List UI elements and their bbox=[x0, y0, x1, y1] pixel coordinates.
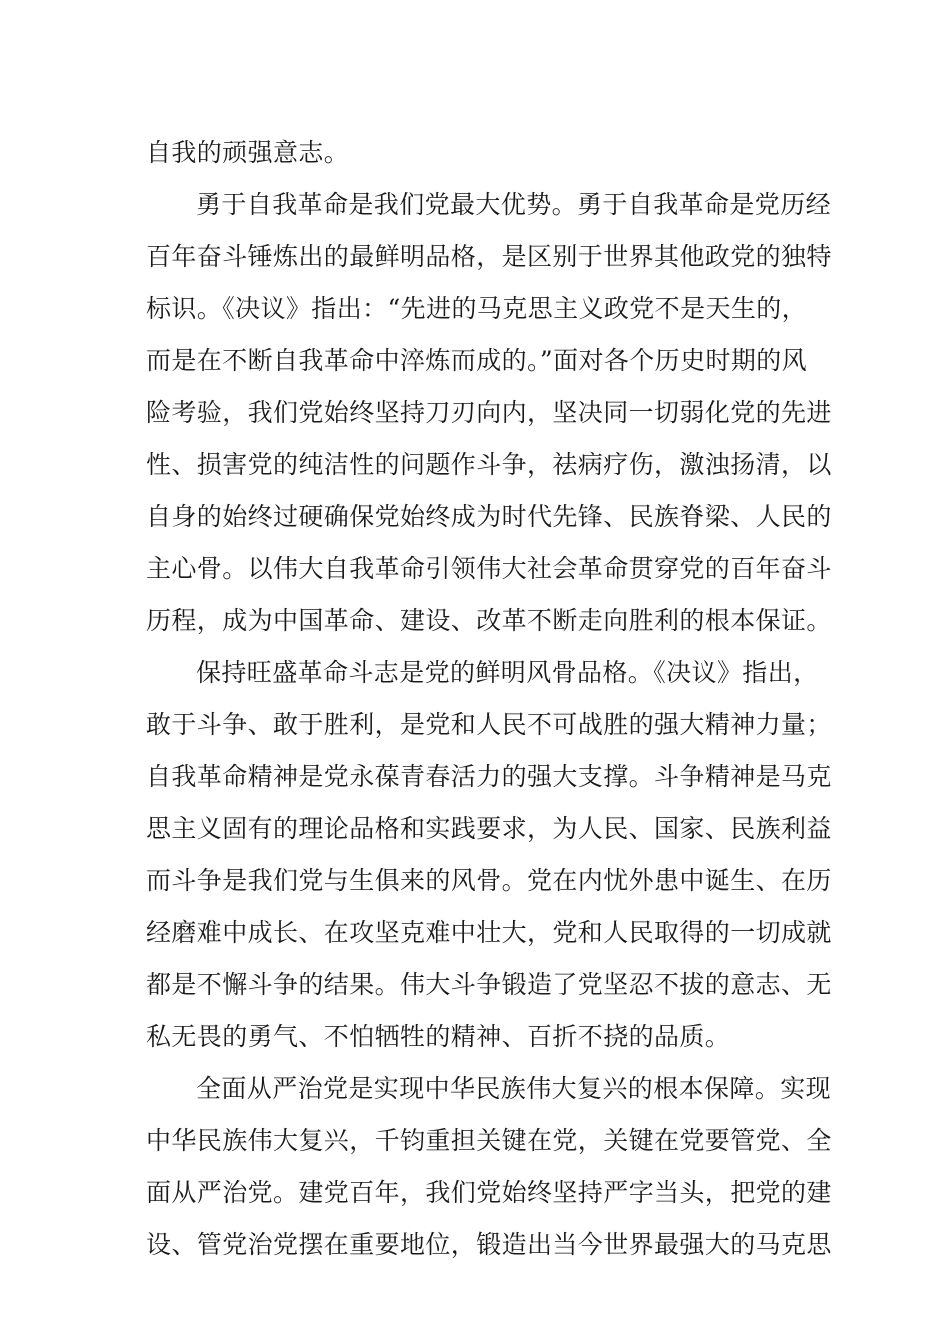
paragraph-first-line: 勇于自我革命是我们党最大优势。勇于自我革命是党历经 bbox=[196, 190, 832, 219]
text-line: 敢于斗争、敢于胜利，是党和人民不可战胜的强大精神力量； bbox=[146, 710, 832, 739]
text-line: 而斗争是我们党与生俱来的风骨。党在内忧外患中诞生、在历 bbox=[146, 866, 832, 895]
text-line: 自我革命精神是党永葆青春活力的强大支撑。斗争精神是马克 bbox=[146, 762, 832, 791]
text-line: 中华民族伟大复兴，千钧重担关键在党，关键在党要管党、全 bbox=[146, 1126, 832, 1155]
text-line: 历程，成为中国革命、建设、改革不断走向胜利的根本保证。 bbox=[146, 606, 832, 635]
text-line: 自我的顽强意志。 bbox=[146, 138, 350, 167]
text-line: 自身的始终过硬确保党始终成为时代先锋、民族脊梁、人民的 bbox=[146, 502, 832, 531]
paragraph-first-line: 保持旺盛革命斗志是党的鲜明风骨品格。《决议》指出， bbox=[196, 658, 819, 687]
text-line: 私无畏的勇气、不怕牺牲的精神、百折不挠的品质。 bbox=[146, 1022, 731, 1051]
text-line: 经磨难中成长、在攻坚克难中壮大，党和人民取得的一切成就 bbox=[146, 918, 832, 947]
text-line: 主心骨。以伟大自我革命引领伟大社会革命贯穿党的百年奋斗 bbox=[146, 554, 832, 583]
text-line: 都是不懈斗争的结果。伟大斗争锻造了党坚忍不拔的意志、无 bbox=[146, 970, 832, 999]
text-line: 百年奋斗锤炼出的最鲜明品格，是区别于世界其他政党的独特 bbox=[146, 242, 832, 271]
body-text bbox=[146, 127, 832, 1271]
paragraph-first-line: 全面从严治党是实现中华民族伟大复兴的根本保障。实现 bbox=[196, 1074, 832, 1103]
text-line: 思主义固有的理论品格和实践要求，为人民、国家、民族利益 bbox=[146, 814, 832, 843]
text-line: 设、管党治党摆在重要地位，锻造出当今世界最强大的马克思 bbox=[146, 1230, 832, 1259]
text-line: 险考验，我们党始终坚持刀刃向内，坚决同一切弱化党的先进 bbox=[146, 398, 832, 427]
text-line: 而是在不断自我革命中淬炼而成的。”面对各个历史时期的风 bbox=[146, 346, 808, 375]
text-line: 标识。《决议》指出：“先进的马克思主义政党不是天生的， bbox=[146, 294, 808, 323]
text-line: 性、损害党的纯洁性的问题作斗争，祛病疗伤，激浊扬清，以 bbox=[146, 450, 832, 479]
text-line: 面从严治党。建党百年，我们党始终坚持严字当头，把党的建 bbox=[146, 1178, 832, 1207]
